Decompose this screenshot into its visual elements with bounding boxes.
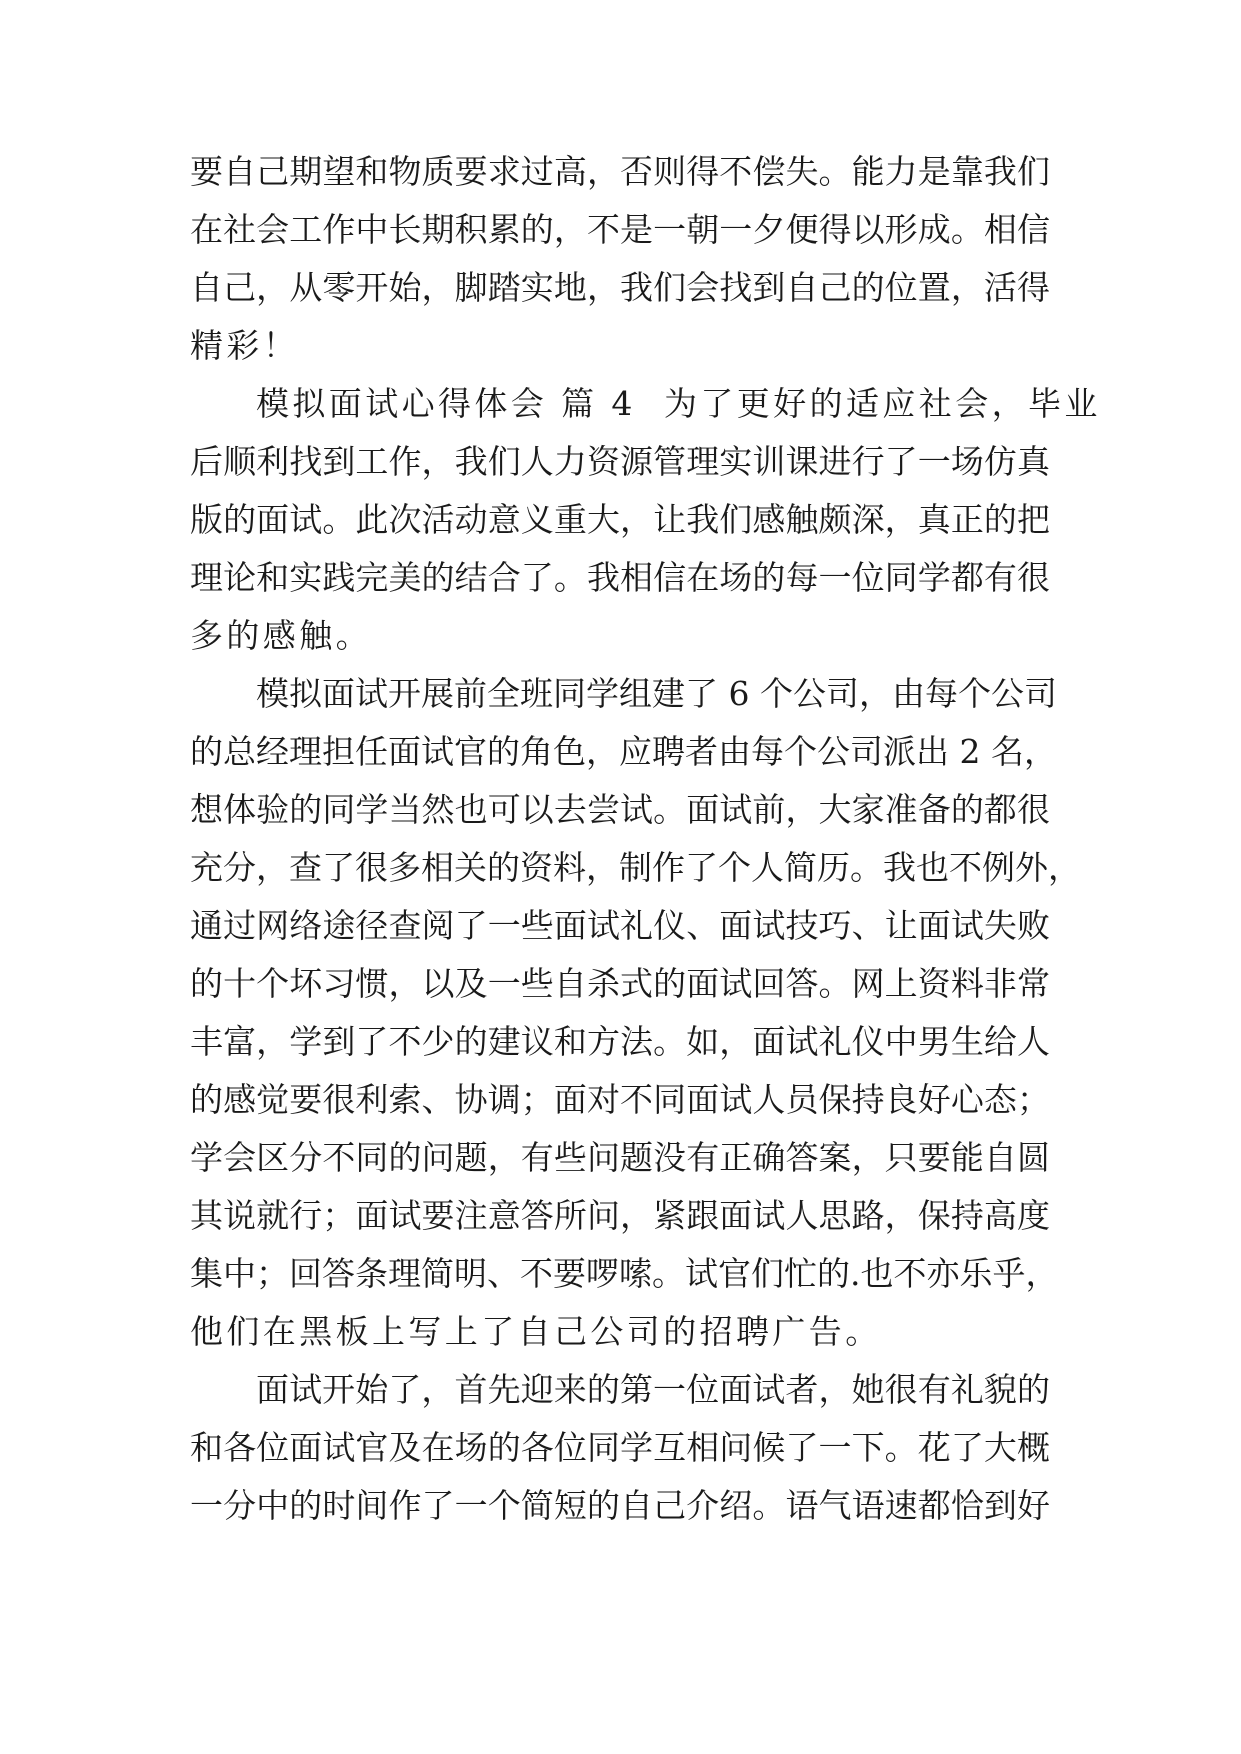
text-line: 想体验的同学当然也可以去尝试。面试前，大家准备的都很 — [190, 790, 1050, 829]
text-line: 充分，查了很多相关的资料，制作了个人简历。我也不例外， — [190, 848, 1081, 887]
text-line: 版的面试。此次活动意义重大，让我们感触颇深，真正的把 — [190, 500, 1050, 539]
text-line: 的感觉要很利索、协调；面对不同面试人员保持良好心态； — [190, 1080, 1050, 1119]
heading-title: 模拟面试心得体会 篇 4 — [256, 384, 636, 423]
text-line: 自己，从零开始，脚踏实地，我们会找到自己的位置，活得 — [190, 268, 1050, 307]
heading-first-sentence: 为了更好的适应社会，毕业 — [664, 384, 1101, 423]
text-line: 集中；回答条理简明、不要啰嗦。试官们忙的.也不亦乐乎， — [190, 1254, 1059, 1293]
text-line: 理论和实践完美的结合了。我相信在场的每一位同学都有很 — [190, 558, 1050, 597]
text-line: 和各位面试官及在场的各位同学互相问候了一下。花了大概 — [190, 1428, 1050, 1467]
text-line: 的十个坏习惯，以及一些自杀式的面试回答。网上资料非常 — [190, 964, 1050, 1003]
section-heading — [0, 379, 1241, 429]
paragraph-first-line: 模拟面试开展前全班同学组建了 6 个公司，由每个公司 — [256, 674, 1057, 713]
text-line: 通过网络途径查阅了一些面试礼仪、面试技巧、让面试失败 — [190, 906, 1050, 945]
text-line: 后顺利找到工作，我们人力资源管理实训课进行了一场仿真 — [190, 442, 1050, 481]
text-line: 多的感触。 — [190, 616, 372, 655]
text-line: 要自己期望和物质要求过高，否则得不偿失。能力是靠我们 — [190, 152, 1050, 191]
text-line: 其说就行；面试要注意答所问，紧跟面试人思路，保持高度 — [190, 1196, 1050, 1235]
text-line: 学会区分不同的问题，有些问题没有正确答案，只要能自圆 — [190, 1138, 1050, 1177]
paragraph-first-line: 面试开始了，首先迎来的第一位面试者，她很有礼貌的 — [256, 1370, 1050, 1409]
text-line: 在社会工作中长期积累的，不是一朝一夕便得以形成。相信 — [190, 210, 1050, 249]
text-line: 精彩！ — [190, 326, 300, 365]
text-line: 的总经理担任面试官的角色，应聘者由每个公司派出 2 名， — [190, 732, 1057, 771]
text-line: 丰富，学到了不少的建议和方法。如，面试礼仪中男生给人 — [190, 1022, 1050, 1061]
text-line: 他们在黑板上写上了自己公司的招聘广告。 — [190, 1312, 882, 1351]
text-line: 一分中的时间作了一个简短的自己介绍。语气语速都恰到好 — [190, 1486, 1050, 1525]
